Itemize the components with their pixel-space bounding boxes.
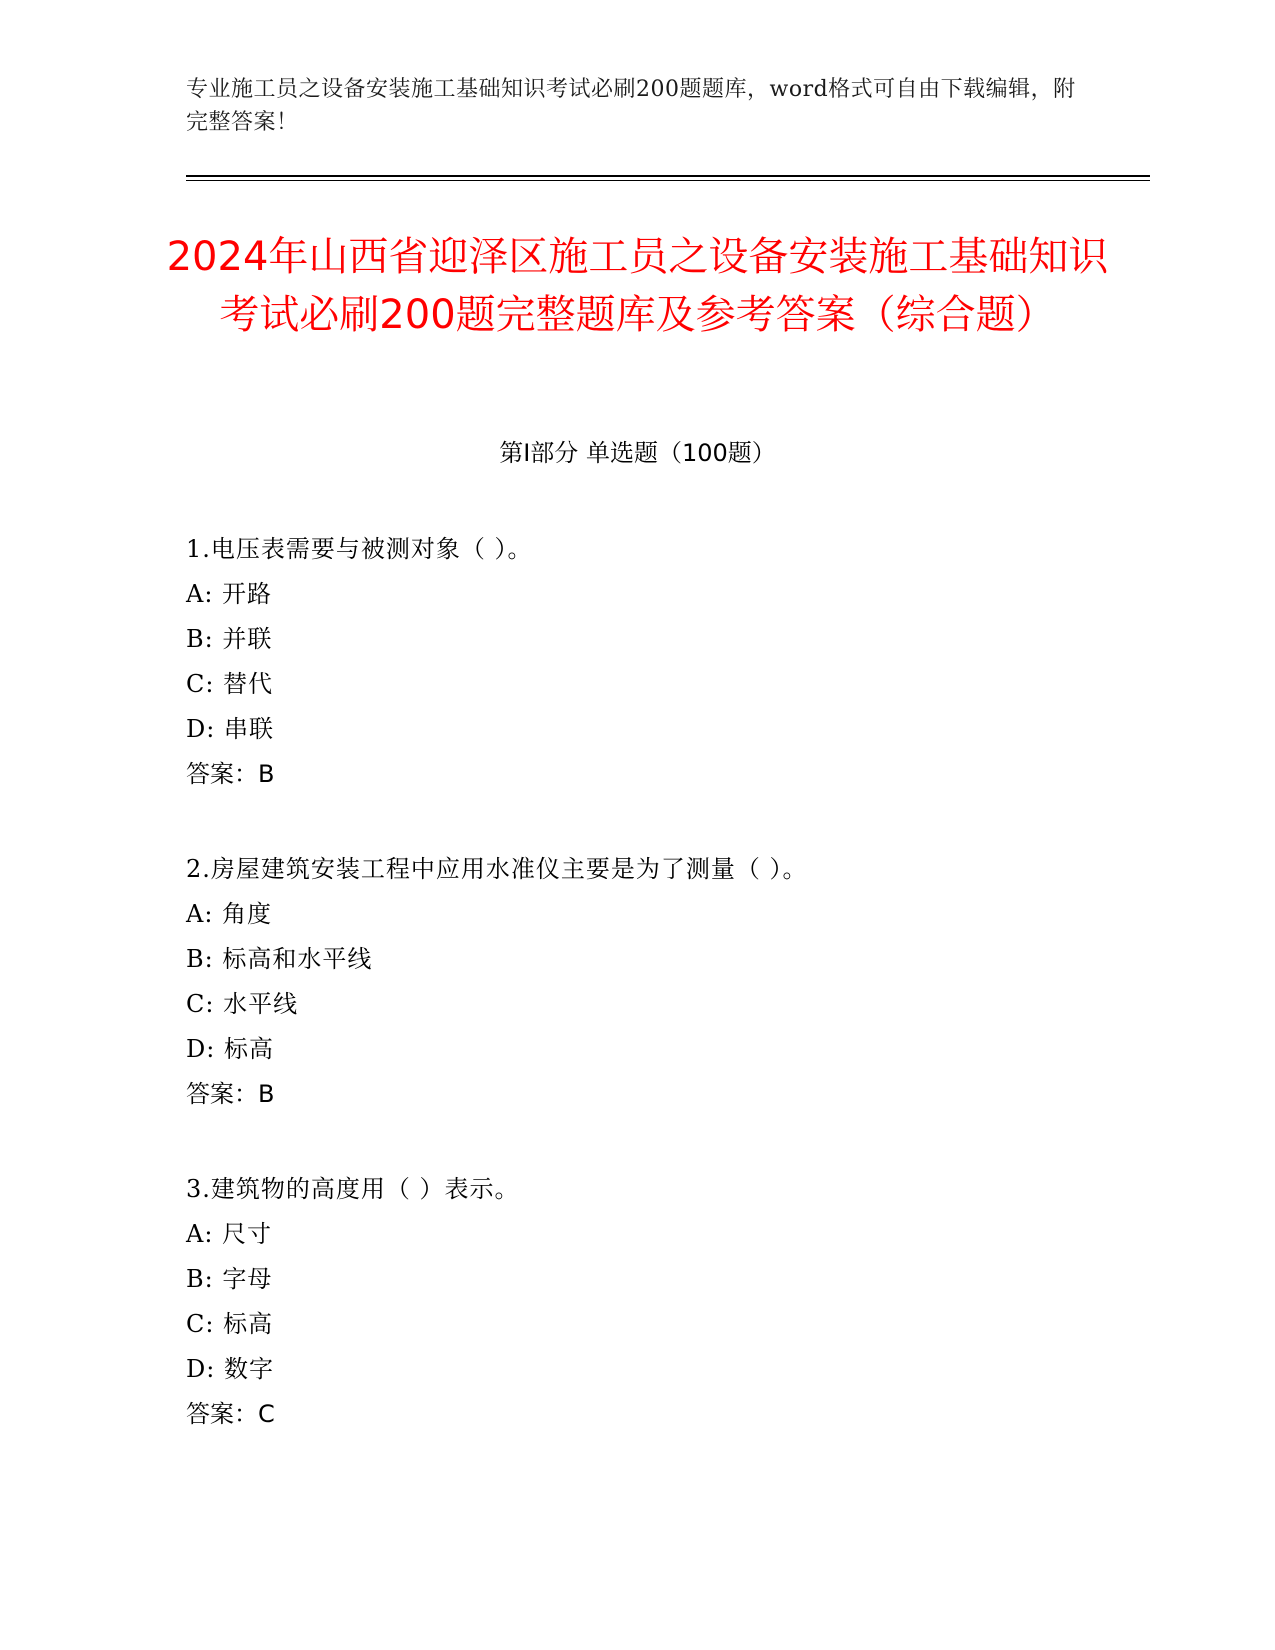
- option-c: C: 替代: [186, 670, 274, 698]
- option-c: C: 水平线: [186, 990, 299, 1018]
- question-list: [186, 527, 1146, 1487]
- question-stem: 2.房屋建筑安装工程中应用水准仪主要是为了测量（ ）。: [186, 855, 808, 883]
- option-d: D: 标高: [186, 1035, 274, 1063]
- option-b: B: 标高和水平线: [186, 945, 373, 973]
- header-divider-thin: [186, 180, 1150, 181]
- option-b: B: 字母: [186, 1265, 273, 1293]
- option-a: A: 角度: [186, 900, 273, 928]
- question-2: [186, 847, 1146, 1117]
- question-1: [186, 527, 1146, 797]
- option-d: D: 数字: [186, 1355, 274, 1383]
- option-a: A: 开路: [186, 580, 273, 608]
- option-c: C: 标高: [186, 1310, 274, 1338]
- answer-line: 答案：B: [186, 1080, 275, 1108]
- option-d: D: 串联: [186, 715, 274, 743]
- option-a: A: 尺寸: [186, 1220, 273, 1248]
- question-stem: 1.电压表需要与被测对象（ ）。: [186, 535, 533, 563]
- answer-line: 答案：B: [186, 760, 275, 788]
- section-heading: 第Ⅰ部分 单选题（100题）: [499, 439, 776, 467]
- header-note: 专业施工员之设备安装施工基础知识考试必刷200题题库，word格式可自由下载编辑，附完整答案！: [186, 77, 1076, 135]
- document-title: 2024年山西省迎泽区施工员之设备安装施工基础知识考试必刷200题完整题库及参考答案（综合题）: [166, 234, 1109, 338]
- option-b: B: 并联: [186, 625, 273, 653]
- header-divider-thick: [186, 175, 1150, 177]
- question-stem: 3.建筑物的高度用（ ）表示。: [186, 1175, 520, 1203]
- question-3: [186, 1167, 1146, 1437]
- answer-line: 答案：C: [186, 1400, 275, 1428]
